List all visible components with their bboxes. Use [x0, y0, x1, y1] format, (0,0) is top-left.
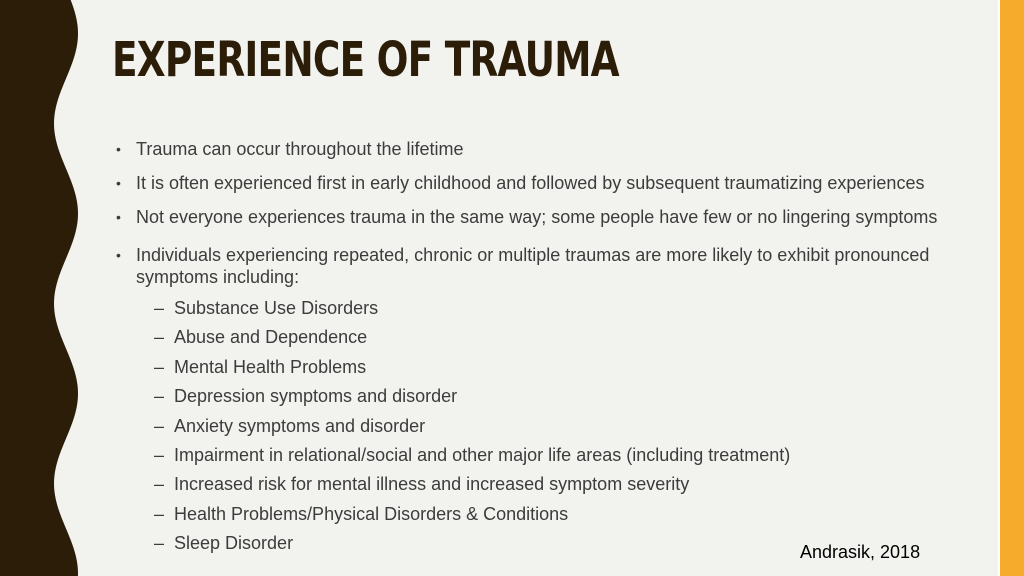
sub-bullet-dash: – [154, 415, 165, 436]
sub-bullet-dash: – [154, 533, 165, 554]
sub-bullet-dash: – [154, 298, 165, 318]
sub-bullet-text: Impairment in relational/social and other major life areas (including treatment) [174, 444, 791, 465]
bullet-text: It is often experienced first in early childhood and followed by subsequent traumatizing experiences [136, 173, 925, 193]
sub-bullet-item [112, 412, 972, 441]
sub-bullet-text: Abuse and Dependence [174, 327, 368, 348]
sub-bullet-dash: – [154, 386, 165, 407]
bullet-item [112, 138, 972, 160]
sub-bullet-item [112, 500, 972, 529]
sub-bullet-text: Anxiety symptoms and disorder [174, 415, 426, 436]
sub-bullet-dash: – [154, 327, 165, 348]
sub-bullet-dash: – [154, 474, 165, 495]
citation: Andrasik, 2018 [800, 542, 921, 562]
sub-bullet-dash: – [154, 444, 165, 465]
bullet-item [112, 172, 972, 194]
slide-content [112, 138, 972, 559]
bullet-text: Trauma can occur throughout the lifetime [136, 139, 464, 159]
bullet-text: Individuals experiencing repeated, chronic or multiple traumas are more likely to exhibit pronounced symptoms including: [136, 245, 930, 287]
sub-bullet-text: Depression symptoms and disorder [174, 386, 458, 407]
bullet-dot: • [116, 141, 121, 157]
wavy-left-band [0, 0, 80, 576]
bullet-item [112, 206, 972, 228]
slide-title: EXPERIENCE OF TRAUMA [112, 32, 619, 88]
bullet-dot: • [116, 209, 121, 225]
sub-bullet-text: Health Problems/Physical Disorders & Conditions [174, 503, 569, 524]
sub-bullet-item [112, 470, 972, 499]
sub-bullet-dash: – [154, 503, 165, 524]
sub-bullet-item [112, 441, 972, 470]
bullet-text: Not everyone experiences trauma in the same way; some people have few or no lingering symptoms [136, 207, 938, 227]
sub-bullet-text: Mental Health Problems [174, 356, 367, 377]
sub-bullet-text: Sleep Disorder [174, 533, 294, 554]
right-accent-bar [1000, 0, 1024, 576]
bullet-item [112, 244, 972, 288]
sub-bullet-item [112, 382, 972, 411]
sub-bullet-item [112, 353, 972, 382]
sub-bullet-item [112, 294, 972, 323]
sub-bullet-item [112, 323, 972, 352]
sub-bullet-text: Increased risk for mental illness and increased symptom severity [174, 474, 690, 495]
sub-bullet-text: Substance Use Disorders [174, 298, 379, 318]
bullet-dot: • [116, 175, 121, 191]
sub-bullet-dash: – [154, 356, 165, 377]
bullet-dot: • [116, 247, 121, 263]
sub-bullet-list [112, 294, 972, 559]
